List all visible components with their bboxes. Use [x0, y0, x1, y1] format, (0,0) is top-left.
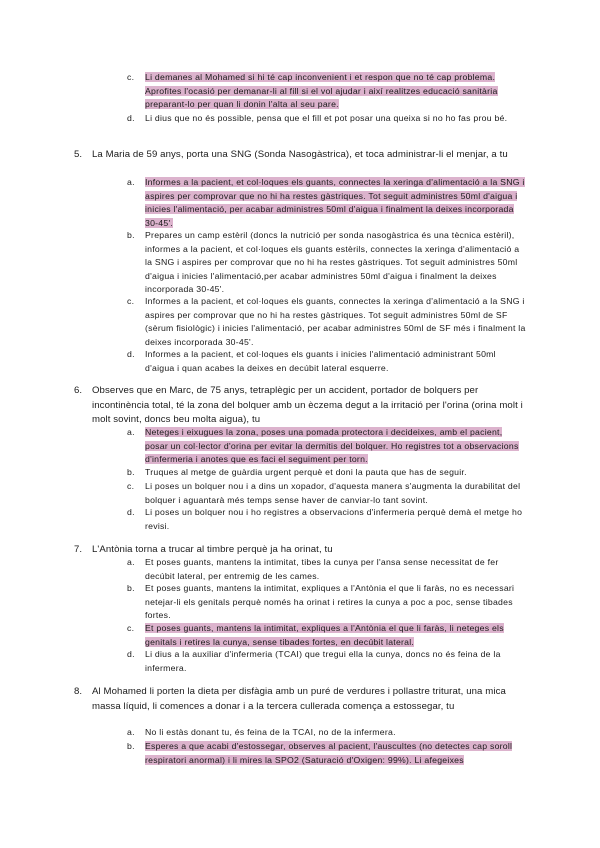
option-letter: a. — [127, 177, 135, 187]
option-text: Li poses un bolquer nou i ho registres a observacions d'infermeria perquè demà el metge ho revisi. — [145, 507, 523, 531]
answer-option-6b — [127, 466, 527, 480]
question-6 — [74, 384, 532, 428]
option-letter: b. — [127, 583, 135, 593]
question-number: 5. — [74, 149, 83, 160]
option-letter: d. — [127, 113, 135, 123]
option-letter: c. — [127, 623, 135, 633]
question-8 — [74, 685, 532, 714]
answer-option-8a — [127, 726, 527, 740]
answer-option-5d — [127, 348, 527, 375]
highlighted-answer: Li demanes al Mohamed si hi té cap inconvenient i et respon que no té cap problema. Aprofites l'ocasió per demanar-li al fill si el vol ajudar i així realitzes educació sanitària preparant-lo per quan li donin l'alta al seu pare. — [145, 72, 498, 109]
question-text: La Maria de 59 anys, porta una SNG (Sonda Nasogàstrica), et toca administrar-li el menjar, a tu — [92, 149, 508, 160]
option-text: Truques al metge de guàrdia urgent perquè et doni la pauta que has de seguir. — [145, 467, 467, 477]
answer-option-5a — [127, 176, 527, 230]
option-text: Li dius a la auxiliar d'infermeria (TCAI) que tregui ella la cunya, doncs no és feina de la infermera. — [145, 649, 501, 673]
answer-option-4d — [127, 112, 527, 126]
option-letter: a. — [127, 557, 135, 567]
answer-option-8b — [127, 740, 527, 767]
question-text: Observes que en Marc, de 75 anys, tetraplègic per un accident, portador de bolquers per incontinència total, té la zona del bolquer amb un èczema degut a la irritació per l'orina (orina molt i molt sovint, doncs beu molta aigua), tu — [92, 385, 523, 425]
highlighted-answer: Informes a la pacient, et col·loques els guants, connectes la xeringa d'alimentació a la SNG i aspires per comprovar que no hi ha restes gàstriques. Tot seguit administres 50ml d'aigua i inicies l'alimentació, per acabar administres 50ml d'aigua i finalment la deixes incorporada 30-45'. — [145, 177, 525, 228]
question-text: L'Antònia torna a trucar al timbre perquè ja ha orinat, tu — [92, 544, 333, 555]
answer-option-6c — [127, 480, 527, 507]
option-text: Li poses un bolquer nou i a dins un xopador, d'aquesta manera s'augmenta la durabilitat del bolquer i aguantarà més temps sense haver de canviar-lo tant sovint. — [145, 481, 521, 505]
option-letter: b. — [127, 741, 135, 751]
option-letter: d. — [127, 507, 135, 517]
option-letter: a. — [127, 727, 135, 737]
option-text: Et poses guants, mantens la intimitat, tibes la cunya per l'ansa sense necessitat de fer decúbit lateral, per entremig de les cames. — [145, 557, 499, 581]
answer-option-7c — [127, 622, 527, 649]
answer-option-5b — [127, 229, 527, 297]
question-number: 7. — [74, 544, 83, 555]
answer-option-7d — [127, 648, 527, 675]
answer-option-6a — [127, 426, 527, 467]
option-letter: c. — [127, 481, 135, 491]
answer-option-7b — [127, 582, 527, 623]
question-number: 6. — [74, 385, 83, 396]
option-letter: a. — [127, 427, 135, 437]
option-text: Informes a la pacient, et col·loques els guants, connectes la xeringa d'alimentació a la SNG i aspires per comprovar que no hi ha restes gàstriques. Tot seguit administres 50ml de SF (sèrum fisiològic) i inicies l'alimentació, per acabar administres 50ml de SF més i finalment la deixes incorporada 30-45'. — [145, 296, 526, 347]
highlighted-answer: Et poses guants, mantens la intimitat, expliques a l'Antònia el que li faràs, li neteges els genitals i retires la cunya, sense tibades fortes, en decúbit lateral. — [145, 623, 504, 647]
option-text: Li dius que no és possible, pensa que el fill et pot posar una queixa si no ho fas prou bé. — [145, 113, 508, 123]
answer-option-4c — [127, 71, 527, 112]
question-text: Al Mohamed li porten la dieta per disfàgia amb un puré de verdures i pollastre triturat, una mica massa líquid, li comences a donar i a la tercera cullerada comença a estossegar, tu — [92, 686, 506, 712]
option-letter: b. — [127, 230, 135, 240]
answer-option-7a — [127, 556, 527, 583]
option-text: Informes a la pacient, et col·loques els guants i inicies l'alimentació administrant 50ml d'aigua i quan acabes la deixes en decúbit lateral esquerre. — [145, 349, 496, 373]
option-letter: d. — [127, 349, 135, 359]
option-text: Et poses guants, mantens la intimitat, expliques a l'Antònia el que li faràs, no es necessari netejar-li els genitals perquè només ha orinat i retires la cunya a poc a poc, sense tibades fortes. — [145, 583, 515, 620]
option-letter: c. — [127, 296, 135, 306]
option-text: Prepares un camp estèril (doncs la nutrició per sonda nasogàstrica és una tècnica estèril), informes a la pacient, et col·loques els guants estèrils, connectes la xeringa d'alimentació a la SNG i aspires per comprovar que no hi ha restes gàstriques. Tot seguit administres 50ml d'aigua i inicies l'alimentació,per acabar administres 50ml d'aigua i finalment la deixes incorporada 30-45'. — [145, 230, 520, 294]
option-letter: b. — [127, 467, 135, 477]
question-5 — [74, 148, 532, 163]
answer-option-6d — [127, 506, 527, 533]
option-letter: c. — [127, 72, 135, 82]
highlighted-answer: Neteges i eixugues la zona, poses una pomada protectora i decideixes, amb el pacient, posar un col·lector d'orina per evitar la dermitis del bolquer. Ho registres tot a observacions d'infermeria i anotes que es faci el seguiment per torn. — [145, 427, 519, 464]
answer-option-5c — [127, 295, 527, 349]
question-number: 8. — [74, 686, 83, 697]
highlighted-answer: Esperes a que acabi d'estossegar, observes al pacient, l'auscultes (no detectes cap soroll respiratori anormal) i li mires la SPO2 (Saturació d'Oxigen: 99%). Li afegeixes — [145, 741, 513, 765]
option-text: No li estàs donant tu, és feina de la TCAI, no de la infermera. — [145, 727, 396, 737]
option-letter: d. — [127, 649, 135, 659]
